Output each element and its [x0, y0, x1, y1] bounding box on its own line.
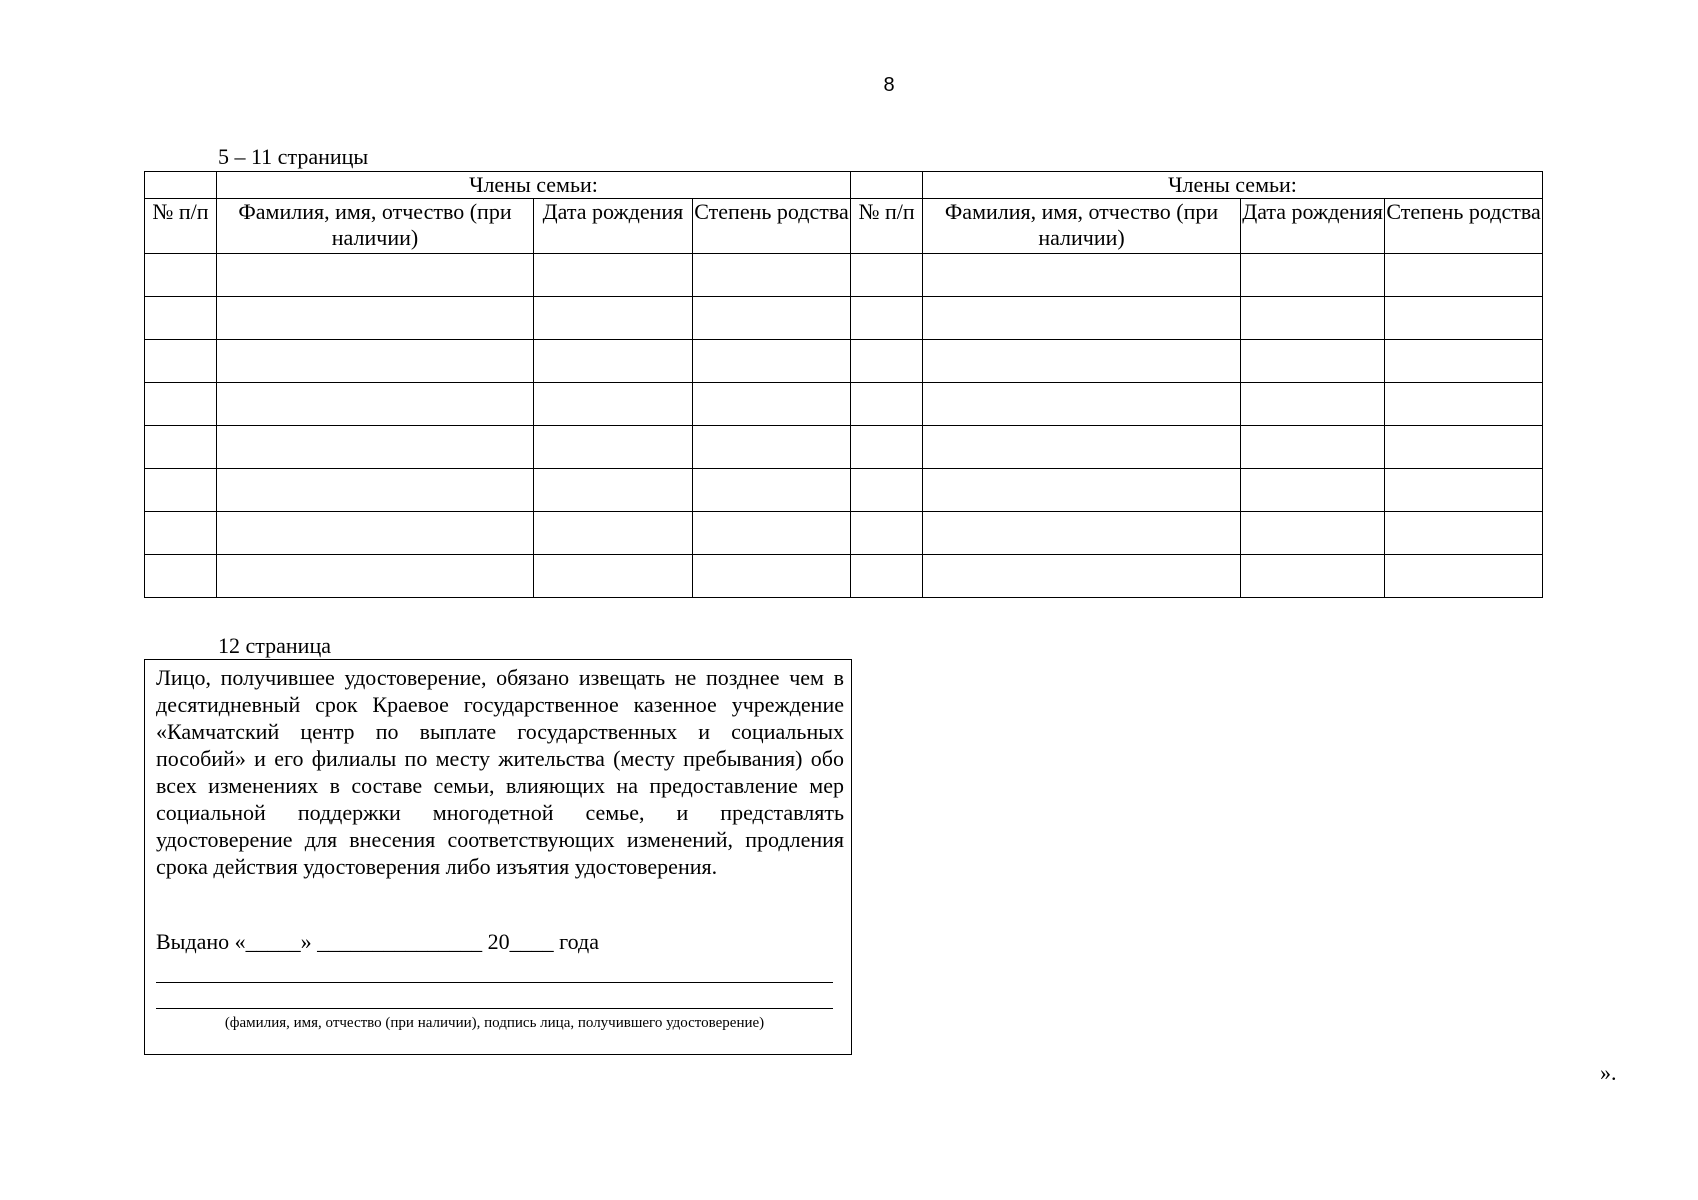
signature-line [156, 1008, 833, 1009]
empty-cell [923, 426, 1241, 469]
empty-cell [1385, 383, 1543, 426]
empty-cell [851, 469, 923, 512]
empty-corner-cell [145, 172, 217, 199]
empty-cell [923, 512, 1241, 555]
section-label-page-12: 12 страница [218, 633, 331, 658]
empty-cell [217, 383, 534, 426]
closing-quote-mark: ». [1600, 1060, 1617, 1085]
empty-cell [145, 383, 217, 426]
empty-cell [145, 512, 217, 555]
empty-cell [1241, 340, 1385, 383]
empty-cell [693, 469, 851, 512]
empty-cell [217, 340, 534, 383]
empty-cell [534, 383, 693, 426]
column-header-number: № п/п [851, 199, 923, 254]
table-row [145, 254, 1543, 297]
empty-cell [693, 383, 851, 426]
empty-cell [1385, 340, 1543, 383]
empty-cell [851, 512, 923, 555]
table-row [145, 383, 1543, 426]
empty-cell [851, 340, 923, 383]
column-header-birth-date: Дата рождения [1241, 199, 1385, 254]
empty-cell [851, 383, 923, 426]
empty-cell [534, 426, 693, 469]
empty-cell [1241, 383, 1385, 426]
empty-cell [923, 297, 1241, 340]
empty-cell [851, 426, 923, 469]
empty-cell [693, 426, 851, 469]
empty-cell [1385, 254, 1543, 297]
table-row [145, 512, 1543, 555]
empty-cell [1241, 512, 1385, 555]
empty-cell [693, 512, 851, 555]
empty-cell [145, 340, 217, 383]
group-title-right: Члены семьи: [923, 172, 1543, 199]
empty-cell [217, 555, 534, 598]
signature-caption: (фамилия, имя, отчество (при наличии), подпись лица, получившего удостоверение) [224, 1015, 765, 1031]
empty-cell [1385, 469, 1543, 512]
empty-cell [923, 555, 1241, 598]
empty-cell [851, 555, 923, 598]
empty-cell [534, 469, 693, 512]
empty-cell [534, 254, 693, 297]
column-header-relation: Степень родства [693, 199, 851, 254]
empty-cell [693, 297, 851, 340]
empty-cell [534, 512, 693, 555]
notice-text: Лицо, получившее удостоверение, обязано извещать не позднее чем в десятидневный срок Краевое государственное казенное учреждение «Камчатский центр по выплате государственных и социальных пособий» и его филиалы по месту жительства (месту пребывания) обо всех изменениях в составе семьи, влияющих на предоставление мер социальной поддержки многодетной семье, и представлять удостоверение для внесения соответствующих изменений, продления срока действия удостоверения либо изъятия удостоверения. [156, 665, 844, 879]
empty-cell [923, 254, 1241, 297]
empty-cell [217, 254, 534, 297]
notice-box [144, 659, 852, 1055]
empty-cell [1241, 254, 1385, 297]
empty-cell [217, 469, 534, 512]
empty-cell [1385, 297, 1543, 340]
empty-cell [1241, 297, 1385, 340]
empty-cell [851, 297, 923, 340]
empty-cell [1241, 426, 1385, 469]
empty-cell [693, 254, 851, 297]
column-header-number: № п/п [145, 199, 217, 254]
empty-cell [851, 254, 923, 297]
table-row [145, 340, 1543, 383]
empty-cell [1385, 555, 1543, 598]
table-title-row [145, 172, 1543, 199]
empty-corner-cell [851, 172, 923, 199]
empty-cell [145, 469, 217, 512]
empty-cell [1385, 512, 1543, 555]
empty-cell [693, 340, 851, 383]
issued-date-line: Выдано «_____» _______________ 20____ года [156, 929, 599, 954]
empty-cell [145, 297, 217, 340]
empty-cell [145, 426, 217, 469]
section-label-pages-5-11: 5 – 11 страницы [218, 144, 369, 169]
signature-line [156, 982, 833, 983]
column-header-name: Фамилия, имя, отчество (при наличии) [923, 199, 1241, 254]
table-row [145, 297, 1543, 340]
empty-cell [534, 340, 693, 383]
group-title-left: Члены семьи: [217, 172, 851, 199]
page-number: 8 [883, 74, 895, 96]
empty-cell [217, 297, 534, 340]
table-row [145, 469, 1543, 512]
empty-cell [1385, 426, 1543, 469]
empty-cell [1241, 469, 1385, 512]
empty-cell [923, 383, 1241, 426]
empty-cell [534, 555, 693, 598]
empty-cell [217, 512, 534, 555]
empty-cell [145, 254, 217, 297]
table-row [145, 555, 1543, 598]
empty-cell [923, 469, 1241, 512]
column-header-birth-date: Дата рождения [534, 199, 693, 254]
table-row [145, 426, 1543, 469]
column-header-name: Фамилия, имя, отчество (при наличии) [217, 199, 534, 254]
empty-cell [1241, 555, 1385, 598]
empty-cell [534, 297, 693, 340]
table-header-row [145, 199, 1543, 254]
empty-cell [923, 340, 1241, 383]
empty-cell [693, 555, 851, 598]
empty-cell [217, 426, 534, 469]
empty-cell [145, 555, 217, 598]
column-header-relation: Степень родства [1385, 199, 1543, 254]
family-members-table [144, 171, 1543, 598]
